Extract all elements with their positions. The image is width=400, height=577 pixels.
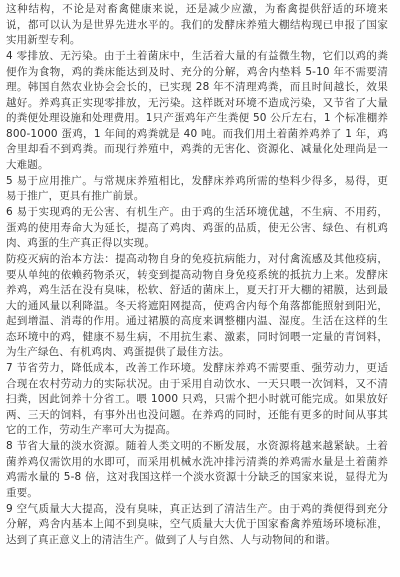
paragraph-water-saving: 8 节省大量的淡水资源。随着人类文明的不断发展，水资源将越来越紧缺。土着菌养鸡仅需饮用的水即可，而采用机械水洗冲排污清粪的养鸡需水量是土着菌养鸡需水量的 5-8 倍，这对我国这样一个淡水资源十分缺乏的国家来说，显得尤为重要。 (6, 440, 388, 499)
paragraph-organic-production: 6 易于实现鸡的无公害、有机生产。由于鸡的生活环境优越，不生病、不用药，蛋鸡的使用寿命大为延长，提高了鸡肉、鸡蛋的品质，使无公害、绿色、有机鸡肉、鸡蛋的生产真正得以实现。 (6, 206, 388, 249)
paragraph-easy-promotion: 5 易于应用推广。与常规床养殖相比，发酵床养鸡所需的垫料少得多，易得，更易于推广，更具有推广前景。 (6, 174, 388, 202)
paragraph-air-quality: 9 空气质量大大提高，没有臭味，真正达到了清洁生产。由于鸡的粪便得到充分分解，鸡舍内基本上闻不到臭味，空气质量大大优于国家畜禽养殖场环境标准，达到了真正意义上的清洁生产。做到了人与自然、人与动物间的和谐。 (6, 502, 388, 546)
paragraph-disease-prevention: 防疫灭病的治本方法：提高动物自身的免疫抗病能力，对付禽流感及其他疫病，要从单纯的依赖药物杀灭，转变到提高动物自身免疫系统的抵抗力上来。发酵床养鸡，鸡生活在没有臭味，松软、舒适的菌床上，夏天打开大棚的裙膜，达到最大的通风量以利降温。冬天将遮阳网提高，使鸡舍内每个角落都能照射到阳光，起到增温、消毒的作用。通过裙膜的高度来调整棚内温、湿度。生活在这样的生态环境中的鸡，健康不易生病，不用抗生素、激素，同时饲喂一定量的青饲料，为生产绿色、有机鸡肉、鸡蛋提供了最佳方法。 (6, 253, 388, 358)
paragraph-labor-saving: 7 节省劳力，降低成本，改善工作环境。发酵床养鸡不需要重、强劳动力，更适合现在农村劳动力的实际状况。由于采用自动饮水、一天只喂一次饲料，又不清扫粪，因此饲养十分省工。喂 1000 只鸡，只需个把小时就可能完成。如果放好两、三天的饲料，有事外出也没问题。在养鸡的同时，还能有更多的时间从事其它的工作，劳动生产率可大为提高。 (6, 362, 388, 436)
paragraph-zero-emission: 4 零排放、无污染。由于土着菌床中，生活着大量的有益微生物，它们以鸡的粪便作为食物，鸡的粪床能达到及时、充分的分解，鸡舍内垫料 5-10 年不需要清理。韩国自然农业协会会长的，已实现 28 年不清理鸡粪，而且时间越长，效果越好。养鸡真正实现零排放，无污染。这样既对环境不造成污染，又节省了大量的粪便处理设施和处理费用。1只产蛋鸡年产生粪便 50 公斤左右，1 个标准棚养 800-1000 蛋鸡，1 年间的鸡粪就是 40 吨。而我们用土着菌养鸡养了 1 年，鸡舍里却看不到鸡粪。而现行养殖中，鸡粪的无害化、资源化、减量化处理尚是一大难题。 (6, 50, 388, 171)
paragraph-intro-continuation: 这种结构，不论是对畜禽健康来说，还是减少应激，为畜禽提供舒适的环境来说，都可以认为是世界先进水平的。我们的发酵床养殖大棚结构现已申报了国家实用新型专利。 (6, 3, 388, 46)
